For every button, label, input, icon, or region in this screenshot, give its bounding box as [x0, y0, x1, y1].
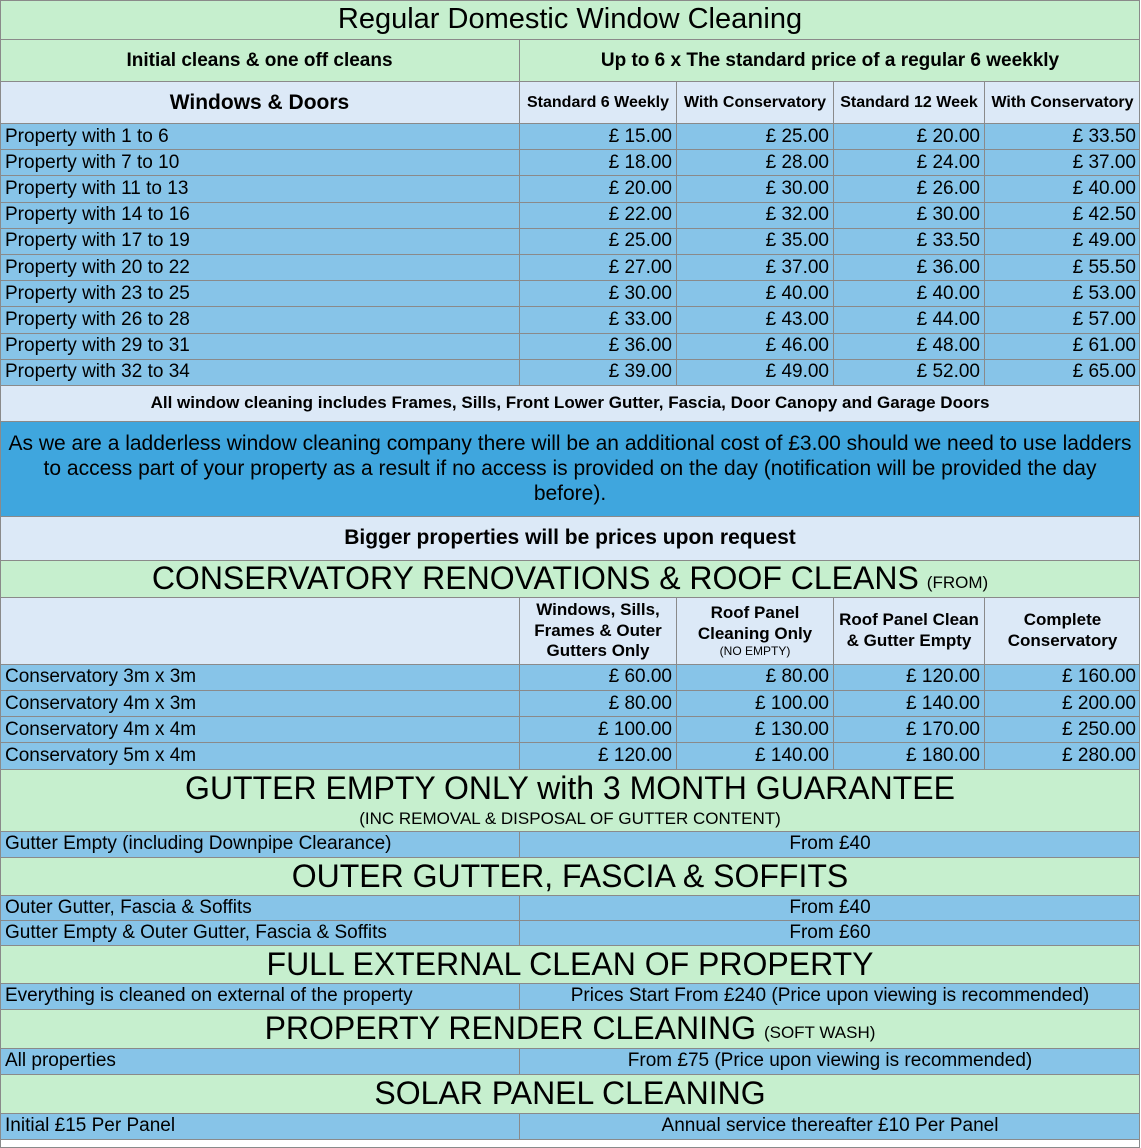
- window-property-price-4: £ 61.00: [1072, 335, 1136, 357]
- conservatory-price-3: £ 180.00: [834, 743, 985, 768]
- conservatory-price-3: £ 170.00: [834, 717, 985, 742]
- window-property-label: Property with 17 to 19: [0, 229, 520, 254]
- gutter-empty-title: GUTTER EMPTY ONLY with 3 MONTH GUARANTEE: [185, 770, 955, 807]
- render-title-cell: [0, 1010, 1140, 1048]
- gutter-empty-row: [0, 832, 1140, 858]
- standard-6-weekly-header: Standard 6 Weekly: [520, 82, 677, 123]
- window-property-price-4: £ 65.00: [1072, 361, 1136, 383]
- window-property-row: [0, 307, 1140, 333]
- conservatory-price-1: £ 60.00: [520, 665, 677, 690]
- window-property-row: [0, 203, 1140, 229]
- window-property-price-2: £ 49.00: [677, 360, 834, 385]
- window-property-price-2: £ 35.00: [677, 229, 834, 254]
- initial-cleans-label: Initial cleans & one off cleans: [0, 40, 520, 81]
- conservatory-price-3: £ 120.00: [834, 665, 985, 690]
- no-empty-note: (NO EMPTY): [719, 644, 791, 659]
- solar-price: Annual service thereafter £10 Per Panel: [661, 1115, 999, 1137]
- solar-label: Initial £15 Per Panel: [0, 1114, 520, 1139]
- render-title-row: [0, 1010, 1140, 1049]
- bigger-properties-row: [0, 517, 1140, 561]
- complete-conservatory-header: Complete Conservatory: [1007, 610, 1118, 650]
- gutter-empty-subtitle: (INC REMOVAL & DISPOSAL OF GUTTER CONTENT): [359, 808, 781, 828]
- window-cleaning-title-row: [0, 0, 1140, 40]
- window-property-price-1: £ 25.00: [520, 229, 677, 254]
- window-property-label: Property with 23 to 25: [0, 281, 520, 306]
- full-external-title: FULL EXTERNAL CLEAN OF PROPERTY: [266, 945, 874, 982]
- conservatory-label: Conservatory 4m x 4m: [0, 717, 520, 742]
- window-property-price-2: £ 43.00: [677, 307, 834, 332]
- render-row: [0, 1049, 1140, 1075]
- window-property-price-1: £ 33.00: [520, 307, 677, 332]
- solar-row: [0, 1114, 1140, 1140]
- roof-panel-gutter-header: Roof Panel Clean & Gutter Empty: [834, 598, 985, 664]
- window-property-row: [0, 176, 1140, 202]
- full-external-row: [0, 984, 1140, 1010]
- render-label: All properties: [0, 1049, 520, 1074]
- conservatory-blank-header: [0, 598, 520, 664]
- standard-price-note: Up to 6 x The standard price of a regular 6 weekkly: [600, 49, 1060, 71]
- window-property-price-4: £ 53.00: [1072, 282, 1136, 304]
- full-external-price: Prices Start From £240 (Price upon viewing is recommended): [570, 985, 1090, 1007]
- window-property-label: Property with 1 to 6: [0, 124, 520, 149]
- window-property-price-1: £ 15.00: [520, 124, 677, 149]
- window-property-price-1: £ 30.00: [520, 281, 677, 306]
- window-property-label: Property with 7 to 10: [0, 150, 520, 175]
- standard-12-week-header: Standard 12 Week: [834, 82, 985, 123]
- gutter-empty-title-row: [0, 770, 1140, 832]
- window-property-price-1: £ 22.00: [520, 203, 677, 228]
- outer-gutter-row-1: [0, 896, 1140, 921]
- window-property-price-4: £ 33.50: [1072, 125, 1136, 147]
- window-property-price-3: £ 44.00: [834, 307, 985, 332]
- outer-gutter-row-2: [0, 921, 1140, 946]
- conservatory-price-4: £ 250.00: [1062, 718, 1136, 740]
- window-property-label: Property with 14 to 16: [0, 203, 520, 228]
- conservatory-column-header-row: [0, 598, 1140, 665]
- conservatory-row: [0, 665, 1140, 691]
- conservatory-price-1: £ 120.00: [520, 743, 677, 768]
- window-property-price-4: £ 49.00: [1072, 230, 1136, 252]
- window-property-price-4: £ 40.00: [1072, 177, 1136, 199]
- conservatory-label: Conservatory 5m x 4m: [0, 743, 520, 768]
- gutter-empty-label: Gutter Empty (including Downpipe Clearance): [0, 832, 520, 857]
- window-property-price-1: £ 39.00: [520, 360, 677, 385]
- window-price-table: [0, 124, 1140, 386]
- outer-gutter-price: From £40: [789, 896, 871, 918]
- window-property-row: [0, 124, 1140, 150]
- full-external-label: Everything is cleaned on external of the property: [0, 984, 520, 1009]
- windows-sills-frames-header: Windows, Sills, Frames & Outer Gutters Only: [520, 598, 677, 664]
- window-property-price-2: £ 28.00: [677, 150, 834, 175]
- window-property-price-4: £ 57.00: [1072, 308, 1136, 330]
- conservatory-price-2: £ 80.00: [677, 665, 834, 690]
- outer-gutter-label: Outer Gutter, Fascia & Soffits: [0, 896, 520, 920]
- conservatory-row: [0, 743, 1140, 769]
- conservatory-row: [0, 717, 1140, 743]
- conservatory-title: CONSERVATORY RENOVATIONS & ROOF CLEANS: [151, 560, 919, 597]
- window-property-price-3: £ 30.00: [834, 203, 985, 228]
- conservatory-price-1: £ 80.00: [520, 691, 677, 716]
- render-title: PROPERTY RENDER CLEANING: [264, 1010, 756, 1047]
- window-property-price-3: £ 33.50: [834, 229, 985, 254]
- gutter-empty-outer-label: Gutter Empty & Outer Gutter, Fascia & Soffits: [0, 921, 520, 945]
- includes-note-row: [0, 386, 1140, 422]
- conservatory-price-2: £ 140.00: [677, 743, 834, 768]
- conservatory-price-4: £ 200.00: [1062, 692, 1136, 714]
- window-property-price-1: £ 18.00: [520, 150, 677, 175]
- window-property-price-2: £ 32.00: [677, 203, 834, 228]
- window-property-label: Property with 11 to 13: [0, 176, 520, 201]
- conservatory-price-4: £ 160.00: [1062, 666, 1136, 688]
- solar-title: SOLAR PANEL CLEANING: [374, 1075, 766, 1112]
- gutter-empty-outer-price: From £60: [789, 921, 871, 943]
- conservatory-price-4: £ 280.00: [1062, 745, 1136, 767]
- conservatory-price-3: £ 140.00: [834, 691, 985, 716]
- gutter-empty-price: From £40: [789, 833, 871, 855]
- render-title-suffix: (SOFT WASH): [763, 1022, 876, 1042]
- conservatory-row: [0, 691, 1140, 717]
- window-property-price-2: £ 46.00: [677, 334, 834, 359]
- conservatory-title-cell: [0, 561, 1140, 597]
- window-property-price-3: £ 26.00: [834, 176, 985, 201]
- window-cleaning-title: Regular Domestic Window Cleaning: [337, 3, 803, 35]
- outer-gutter-title: OUTER GUTTER, FASCIA & SOFFITS: [291, 857, 849, 894]
- window-property-row: [0, 255, 1140, 281]
- window-cleaning-subheader-row: [0, 40, 1140, 82]
- window-property-price-4: £ 55.50: [1072, 256, 1136, 278]
- window-cleaning-column-header-row: [0, 82, 1140, 124]
- conservatory-title-suffix: (FROM): [926, 572, 989, 592]
- window-property-price-3: £ 40.00: [834, 281, 985, 306]
- conservatory-price-table: [0, 665, 1140, 770]
- window-property-label: Property with 29 to 31: [0, 334, 520, 359]
- window-property-price-2: £ 25.00: [677, 124, 834, 149]
- outer-gutter-title-row: [0, 858, 1140, 896]
- with-conservatory-12-header: With Conservatory: [991, 93, 1134, 111]
- window-property-label: Property with 20 to 22: [0, 255, 520, 280]
- window-property-row: [0, 360, 1140, 386]
- window-property-row: [0, 334, 1140, 360]
- window-property-price-2: £ 30.00: [677, 176, 834, 201]
- window-property-price-4: £ 37.00: [1072, 151, 1136, 173]
- window-property-price-1: £ 36.00: [520, 334, 677, 359]
- ladder-note-row: [0, 422, 1140, 517]
- conservatory-title-row: [0, 561, 1140, 598]
- with-conservatory-6-header: With Conservatory: [677, 82, 834, 123]
- windows-doors-header: Windows & Doors: [0, 82, 520, 123]
- window-property-price-3: £ 20.00: [834, 124, 985, 149]
- window-property-label: Property with 26 to 28: [0, 307, 520, 332]
- window-property-price-3: £ 24.00: [834, 150, 985, 175]
- window-property-label: Property with 32 to 34: [0, 360, 520, 385]
- window-property-price-3: £ 52.00: [834, 360, 985, 385]
- ladder-note: As we are a ladderless window cleaning company there will be an additional cost of £3.00 should we need to use ladders to access part of your property as a result if no access is provided on the day (notification will be provided the day before).: [8, 432, 1132, 506]
- window-property-row: [0, 229, 1140, 255]
- window-property-price-4: £ 42.50: [1072, 204, 1136, 226]
- conservatory-label: Conservatory 3m x 3m: [0, 665, 520, 690]
- window-property-price-1: £ 20.00: [520, 176, 677, 201]
- conservatory-price-1: £ 100.00: [520, 717, 677, 742]
- solar-title-row: [0, 1075, 1140, 1114]
- conservatory-price-2: £ 130.00: [677, 717, 834, 742]
- window-property-price-1: £ 27.00: [520, 255, 677, 280]
- window-property-row: [0, 150, 1140, 176]
- bigger-properties-note: Bigger properties will be prices upon request: [344, 526, 796, 550]
- render-price: From £75 (Price upon viewing is recommended): [627, 1050, 1033, 1072]
- window-property-price-2: £ 37.00: [677, 255, 834, 280]
- window-property-price-3: £ 48.00: [834, 334, 985, 359]
- conservatory-price-2: £ 100.00: [677, 691, 834, 716]
- window-property-price-3: £ 36.00: [834, 255, 985, 280]
- full-external-title-row: [0, 946, 1140, 984]
- window-property-price-2: £ 40.00: [677, 281, 834, 306]
- conservatory-label: Conservatory 4m x 3m: [0, 691, 520, 716]
- roof-panel-cleaning-header: Roof Panel Cleaning Only: [697, 603, 813, 643]
- includes-note: All window cleaning includes Frames, Sills, Front Lower Gutter, Fascia, Door Canopy and Garage Doors: [150, 393, 990, 413]
- roof-panel-cleaning-header-cell: [677, 598, 834, 664]
- window-property-row: [0, 281, 1140, 307]
